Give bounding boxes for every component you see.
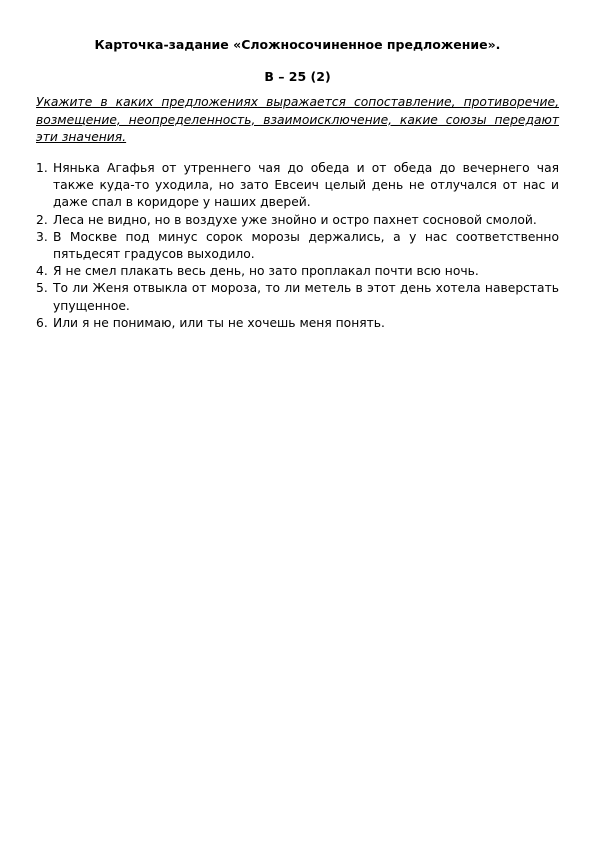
item-text: Леса не видно, но в воздухе уже знойно и остро пахнет сосновой смолой.	[53, 212, 537, 227]
item-number: 3.	[36, 229, 48, 244]
item-number: 2.	[36, 212, 48, 227]
sentence-list	[36, 160, 559, 332]
item-number: 5.	[36, 281, 48, 296]
list-item	[36, 212, 559, 229]
item-number: 6.	[36, 315, 48, 330]
item-number: 1.	[36, 161, 48, 175]
task-instruction: Укажите в каких предложениях выражается сопоставление, противоречие, возмещение, неопределенность, взаимоисключение, какие союзы передают эти значения.	[36, 95, 559, 144]
list-item	[36, 315, 559, 332]
item-text: Или я не понимаю, или ты не хочешь меня понять.	[53, 315, 385, 330]
list-item	[36, 263, 559, 280]
item-text: В Москве под минус сорок морозы держались, а у нас соответственно пятьдесят градусов выходило.	[53, 229, 559, 262]
list-item	[36, 229, 559, 263]
variant-label: В – 25 (2)	[264, 69, 331, 84]
document-title: Карточка-задание «Сложносочиненное предложение».	[94, 37, 501, 52]
list-item	[36, 280, 559, 314]
list-item	[36, 160, 559, 212]
item-number: 4.	[36, 264, 48, 279]
item-text: Я не смел плакать весь день, но зато проплакал почти всю ночь.	[53, 264, 479, 279]
item-text: То ли Женя отвыкла от мороза, то ли метель в этот день хотела наверстать упущенное.	[53, 281, 559, 313]
item-text: Нянька Агафья от утреннего чая до обеда и от обеда до вечернего чая также куда-то уходила, но зато Евсеич целый день не отлучался от нас и даже спал в коридоре у наших дверей.	[53, 161, 559, 210]
